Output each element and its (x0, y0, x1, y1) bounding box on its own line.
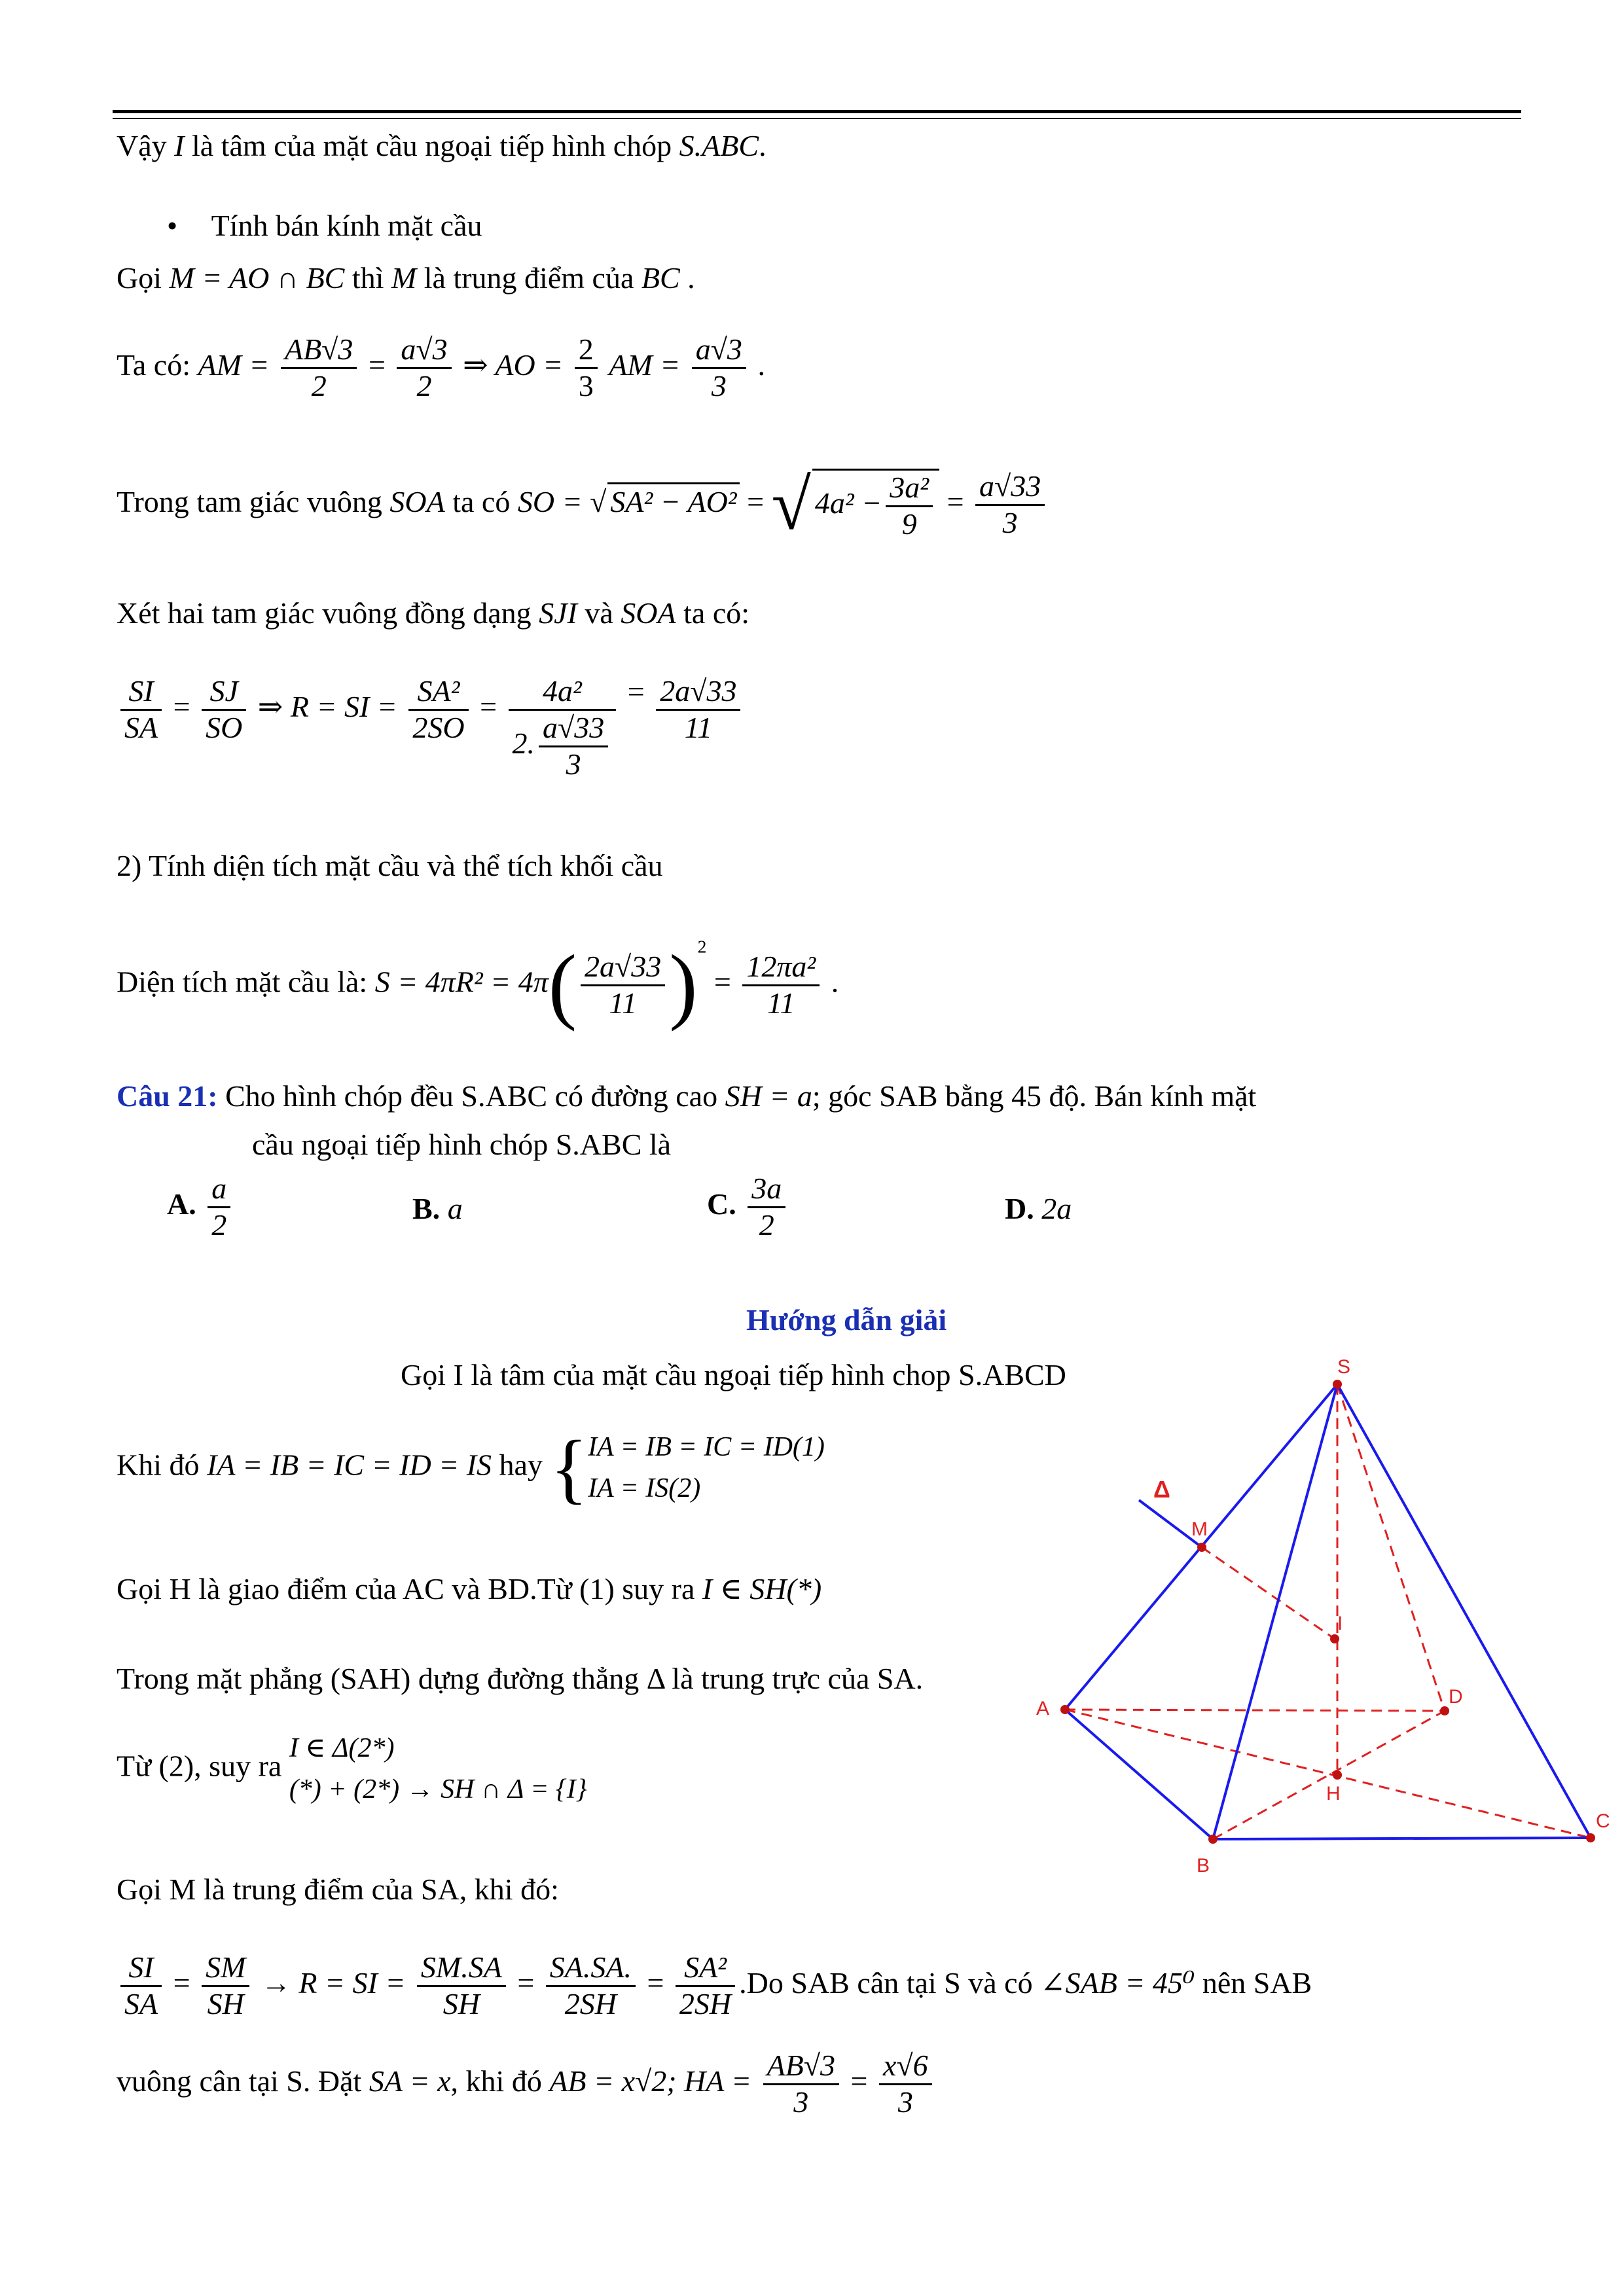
point-i (1330, 1634, 1339, 1643)
numerator: SI (120, 1950, 162, 1987)
denominator: 3 (711, 368, 727, 403)
text: , khi đó (450, 2064, 542, 2098)
math: SH = a (725, 1079, 812, 1113)
math: = (647, 1965, 664, 2000)
text: .Do SAB cân tại S và có (739, 1965, 1033, 2000)
edge-ac (1065, 1710, 1591, 1838)
denominator: 2 (416, 368, 432, 403)
text: là tâm của mặt cầu ngoại tiếp hình chóp (191, 129, 672, 162)
text: . (687, 261, 695, 295)
label-delta: Δ (1153, 1476, 1170, 1503)
label-c: C (1596, 1810, 1610, 1832)
question-text: Cho hình chóp đều S.ABC có đường cao (225, 1079, 718, 1113)
numerator: SM.SA (417, 1950, 506, 1987)
text: vuông cân tại S. Đặt (117, 2064, 362, 2098)
numerator: SA² (676, 1950, 735, 1987)
denominator: 3 (897, 2085, 913, 2119)
math: AB = x√2; HA = (549, 2064, 752, 2098)
system-line: IA = IB = IC = ID(1) (588, 1432, 825, 1462)
denominator: 3 (566, 747, 581, 781)
denominator: 3 (578, 368, 594, 403)
numerator: a√33 (539, 711, 608, 747)
text: Trong tam giác vuông (117, 485, 382, 519)
point-a (1060, 1705, 1070, 1714)
denominator: 11 (684, 710, 713, 744)
point-b (1208, 1835, 1218, 1844)
math-pyramid: S.ABC (679, 129, 759, 162)
math: IA = IB = IC = ID = IS (207, 1448, 492, 1482)
math: SO = (517, 485, 583, 519)
denominator: 2SH (679, 1986, 732, 2020)
math: = (368, 348, 386, 382)
denominator: 11 (609, 986, 637, 1020)
text: thì (352, 261, 384, 295)
math-eq: M = AO ∩ BC (169, 261, 345, 295)
solution-title: Hướng dẫn giải (746, 1303, 947, 1336)
brace-icon: { (550, 1424, 588, 1511)
point-s (1333, 1380, 1342, 1389)
numerator: 4a² (509, 674, 617, 711)
paren-left-icon: ( (548, 938, 577, 1032)
math: = (173, 689, 190, 723)
text: là trung điểm của (424, 261, 634, 295)
edge-bd (1213, 1711, 1445, 1839)
numerator: a√3 (692, 332, 746, 369)
math: = (747, 485, 765, 519)
math: = (947, 485, 964, 519)
question-21-cont: cầu ngoại tiếp hình chóp S.ABC là (252, 1128, 672, 1161)
edge-ab (1065, 1710, 1213, 1839)
math-M: M (391, 261, 417, 295)
math: = (850, 2064, 868, 2098)
denominator: 2 (211, 1208, 227, 1242)
text: . (757, 348, 765, 382)
numerator: 3a² (886, 471, 933, 507)
label-h: H (1326, 1783, 1341, 1804)
point-m (1197, 1543, 1206, 1552)
answer-value: a (447, 1192, 463, 1225)
label-d: D (1449, 1686, 1463, 1708)
edge-ad (1065, 1710, 1445, 1711)
denominator: 2SH (564, 1986, 617, 2020)
edge-bc (1213, 1838, 1591, 1839)
derive-line: I ∈ Δ(2*) (289, 1733, 395, 1763)
edge-sc (1337, 1384, 1591, 1838)
denominator: 2 (311, 368, 327, 403)
numerator: SI (120, 674, 162, 711)
math: SA = x (369, 2064, 451, 2098)
exponent: 2 (697, 936, 707, 957)
text: Diện tích mặt cầu là: (117, 965, 368, 999)
denominator: 9 (901, 507, 917, 541)
numerator: AB√3 (763, 2049, 839, 2085)
denominator: 2SO (412, 710, 465, 744)
math: I ∈ SH(*) (702, 1572, 822, 1605)
sqrt-icon: √ (590, 485, 607, 519)
answer-label: C. (707, 1187, 736, 1221)
numerator: 2 (575, 332, 598, 369)
label-b: B (1197, 1855, 1210, 1876)
math: SOA (389, 485, 445, 519)
label-s: S (1337, 1356, 1351, 1378)
numerator: 2a√33 (581, 950, 665, 986)
math: = (713, 965, 731, 999)
text: Khi đó (117, 1448, 200, 1482)
math: SOA (621, 596, 676, 630)
numerator: 3a (748, 1172, 785, 1208)
bullet-icon: • (167, 209, 178, 242)
visible-edges (1065, 1384, 1591, 1839)
numerator: a√33 (975, 469, 1045, 506)
hidden-edges (1065, 1384, 1591, 1839)
solution-line: Gọi I là tâm của mặt cầu ngoại tiếp hình chop S.ABCD (401, 1358, 1066, 1391)
denominator: 2 (759, 1208, 774, 1242)
question-text: ; góc SAB bằng 45 độ. Bán kính mặt (812, 1079, 1257, 1113)
point-d (1440, 1706, 1449, 1715)
numerator: a (208, 1172, 230, 1208)
numerator: x√6 (879, 2049, 932, 2085)
math: AM = (198, 348, 270, 382)
math: 4a² − (814, 486, 882, 520)
text: và (585, 596, 613, 630)
point-h (1333, 1770, 1342, 1780)
point-c (1586, 1833, 1595, 1842)
numerator: a√3 (397, 332, 451, 369)
denominator: 3 (793, 2085, 809, 2119)
math: = (173, 1965, 190, 2000)
radicand: SA² − AO² (607, 482, 739, 519)
text: ta có: (683, 596, 750, 630)
sqrt-icon: √ (771, 465, 811, 545)
text: Ta có: (117, 348, 191, 382)
math: ∠SAB = 45⁰ (1040, 1965, 1195, 2000)
numerator: AB√3 (281, 332, 357, 369)
text: ta có (452, 485, 511, 519)
numerator: SA.SA. (546, 1950, 636, 1987)
text: Gọi (117, 261, 162, 295)
numerator: SJ (202, 674, 246, 711)
denominator: SH (442, 1986, 480, 2020)
question-label: Câu 21: (117, 1079, 218, 1113)
math-BC: BC (641, 261, 680, 295)
text: Gọi H là giao điểm của AC và BD.Từ (1) suy ra (117, 1572, 695, 1605)
denominator: SA (124, 1986, 158, 2020)
text: . (831, 965, 839, 999)
denominator: SO (206, 710, 243, 744)
denominator: SH (207, 1986, 244, 2020)
bullet-text: Tính bán kính mặt cầu (211, 209, 482, 242)
math: = (480, 689, 497, 723)
derive-line: (*) + (2*) → SH ∩ Δ = {I} (289, 1774, 587, 1804)
denominator: SA (124, 710, 158, 744)
math: 2. (512, 726, 535, 760)
numerator: 2a√33 (656, 674, 740, 711)
text: . (759, 129, 767, 162)
text: Từ (2), suy ra (117, 1749, 282, 1783)
math: AM = (609, 348, 681, 382)
section-heading: 2) Tính diện tích mặt cầu và thể tích khối cầu (117, 849, 663, 882)
math: = (627, 675, 645, 708)
system-line: IA = IS(2) (588, 1473, 701, 1503)
math: S = 4πR² = 4π (374, 965, 549, 999)
paren-right-icon: ) (669, 938, 698, 1032)
math: ⇒ AO = (463, 348, 564, 382)
text: Xét hai tam giác vuông đồng dạng (117, 596, 532, 630)
text: nên SAB (1202, 1965, 1312, 2000)
paragraph-m: Gọi M là trung điểm của SA, khi đó: (117, 1873, 559, 1906)
label-i: I (1337, 1613, 1343, 1634)
paragraph-plane: Trong mặt phẳng (SAH) dựng đường thẳng Δ là trung trực của SA. (117, 1662, 924, 1695)
text: Vậy (117, 129, 167, 162)
line-mi (1202, 1547, 1335, 1639)
math-I: I (174, 129, 185, 162)
answer-label: A. (167, 1187, 196, 1221)
answer-value: 2a (1041, 1192, 1072, 1225)
math: ⇒ R = SI = (257, 689, 397, 723)
label-m: M (1191, 1518, 1208, 1540)
label-a: A (1036, 1698, 1050, 1719)
numerator: SA² (408, 674, 468, 711)
numerator: 12πa² (742, 950, 820, 986)
denominator: 3 (1002, 506, 1018, 539)
answer-label: B. (412, 1192, 441, 1225)
math: SJI (539, 596, 577, 630)
denominator: 11 (767, 986, 795, 1020)
numerator: SM (202, 1950, 249, 1987)
text: hay (499, 1448, 543, 1482)
answer-label: D. (1005, 1192, 1034, 1225)
math: = (517, 1965, 535, 2000)
math: → R = SI = (261, 1965, 406, 2000)
